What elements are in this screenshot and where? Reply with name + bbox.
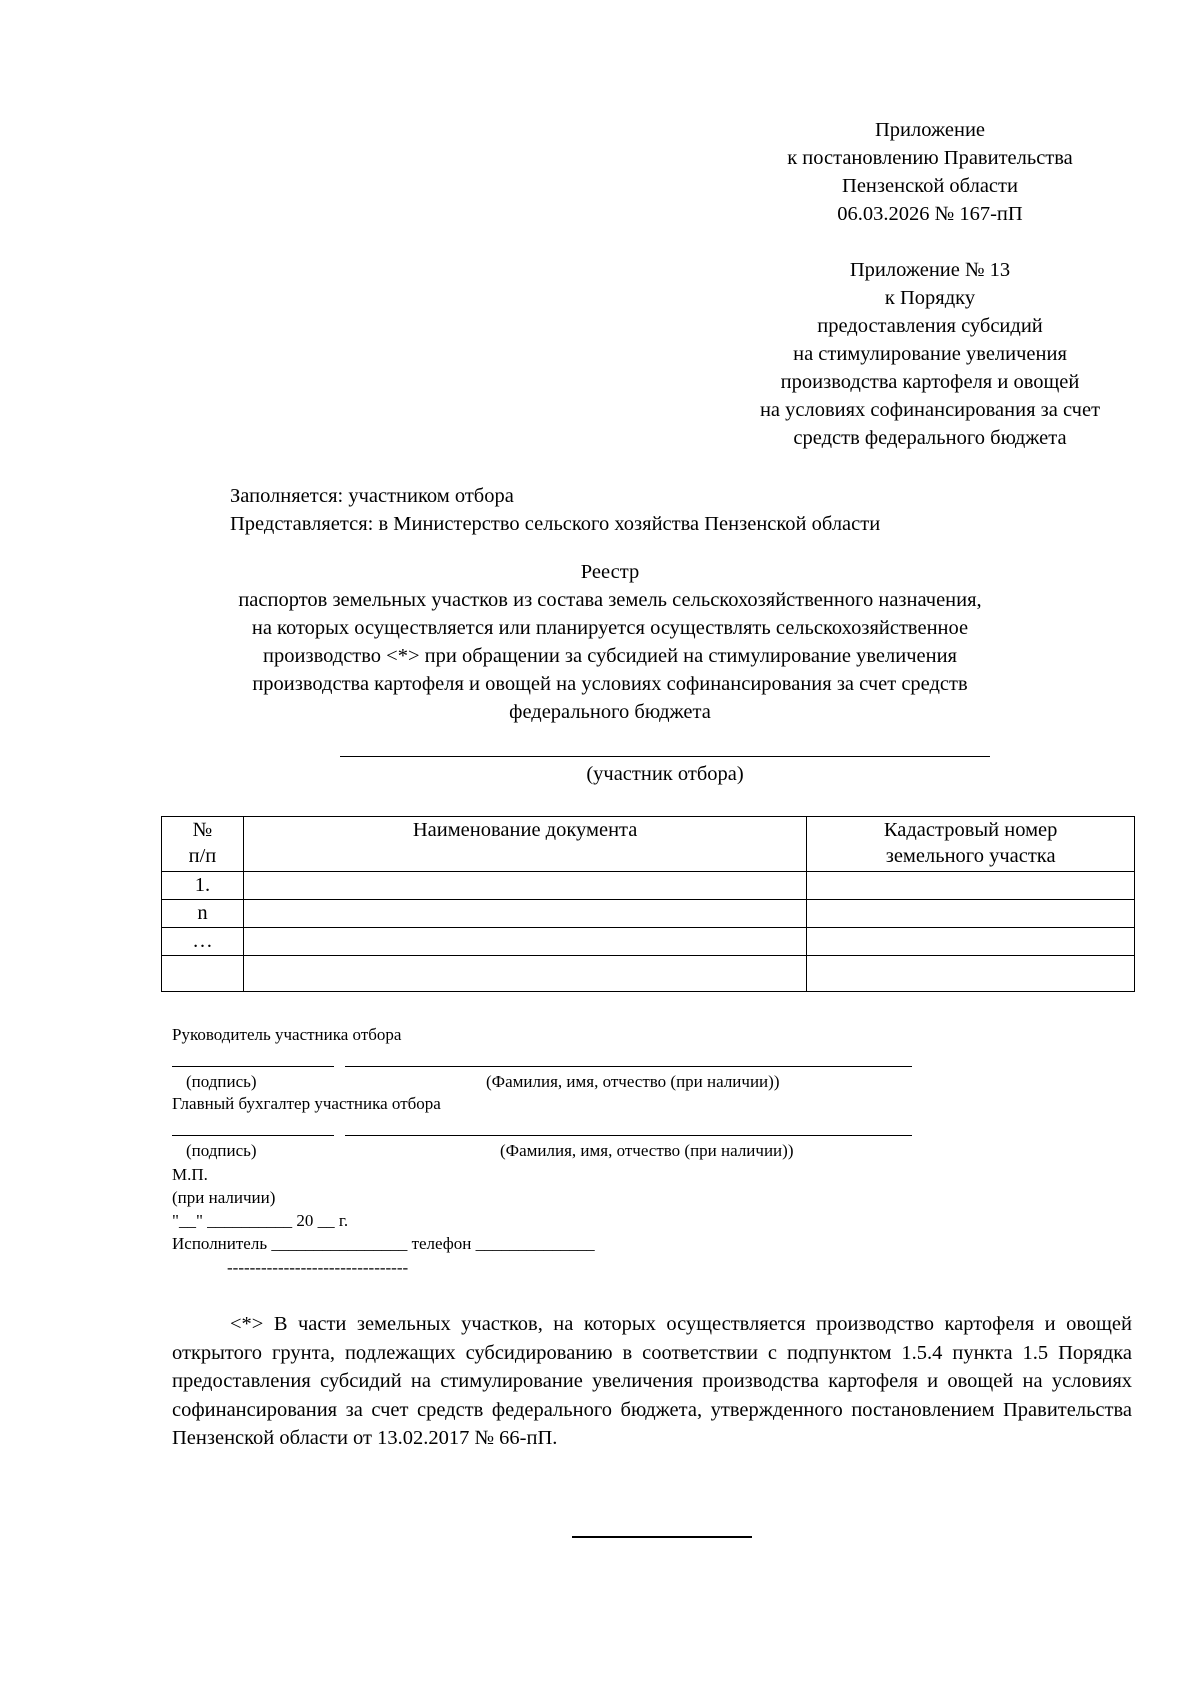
participant-caption: (участник отбора) — [586, 763, 744, 785]
header-document: Наименование документа — [243, 817, 806, 872]
row-number: 1. — [162, 872, 244, 900]
end-rule — [572, 1536, 752, 1538]
footnote-text: <*> В части земельных участков, на которых осуществляется производство картофеля и овощей открытого грунта, подлежащих субсидированию в соответствии с подпунктом 1.5.4 пункта 1.5 Порядка предоставления субсидий на стимулирование увеличения производства картофеля и овощей на условиях софинансирования за счет средств федерального бюджета, утвержденного постановлением Правительства Пензенской области от 13.02.2017 № 66-пП. — [172, 1313, 1132, 1449]
date-line: "__" __________ 20 __ г. — [172, 1211, 349, 1230]
row-cadastral — [807, 928, 1135, 956]
title-line: федерального бюджета — [509, 701, 711, 723]
accountant-signature-line — [172, 1135, 334, 1136]
header-line: предоставления субсидий — [817, 315, 1043, 337]
row-number — [162, 956, 244, 992]
register-table — [161, 816, 1135, 992]
header-line: Приложение № 13 — [849, 259, 1011, 281]
table-row — [162, 872, 1135, 900]
header-line: на стимулирование увеличения — [793, 343, 1067, 365]
row-cadastral — [807, 900, 1135, 928]
participant-underline — [340, 756, 990, 757]
row-number: n — [162, 900, 244, 928]
filled-by-text: Заполняется: участником отбора — [230, 485, 514, 507]
signature-caption: (подпись) — [186, 1141, 257, 1160]
row-number: … — [162, 928, 244, 956]
name-caption: (Фамилия, имя, отчество (при наличии)) — [500, 1141, 794, 1160]
header-cadastral: Кадастровый номер земельного участка — [807, 817, 1135, 872]
header-line: к постановлению Правительства — [787, 147, 1073, 169]
seal-note: (при наличии) — [172, 1188, 276, 1207]
head-signature-line — [172, 1066, 334, 1067]
head-label: Руководитель участника отбора — [172, 1025, 402, 1044]
header-line: Приложение — [874, 119, 986, 141]
title-line: производства картофеля и овощей на условиях софинансирования за счет средств — [252, 673, 968, 695]
title-line: паспортов земельных участков из состава земель сельскохозяйственного назначения, — [238, 589, 982, 611]
row-cadastral — [807, 872, 1135, 900]
submitted-to-text: Представляется: в Министерство сельского хозяйства Пензенской области — [230, 513, 881, 535]
row-cadastral — [807, 956, 1135, 992]
header-line: средств федерального бюджета — [793, 427, 1067, 449]
seal-label: М.П. — [172, 1165, 208, 1184]
accountant-name-line — [345, 1135, 912, 1136]
header-line: на условиях софинансирования за счет — [759, 399, 1101, 421]
header-line: Пензенской области — [842, 175, 1018, 197]
header-line: производства картофеля и овощей — [780, 371, 1080, 393]
executor-line: Исполнитель ________________ телефон ______________ — [172, 1234, 595, 1253]
appendix-header — [720, 116, 1140, 452]
register-title — [180, 558, 1040, 726]
signature-caption: (подпись) — [186, 1072, 257, 1091]
table-row — [162, 928, 1135, 956]
form-routing — [230, 482, 880, 538]
table-header-row — [162, 817, 1135, 872]
table-row — [162, 956, 1135, 992]
header-number: № п/п — [162, 817, 244, 872]
row-document — [243, 956, 806, 992]
head-name-line — [345, 1066, 912, 1067]
accountant-label: Главный бухгалтер участника отбора — [172, 1094, 441, 1113]
title-line: на которых осуществляется или планируется осуществлять сельскохозяйственное — [251, 617, 969, 639]
name-caption: (Фамилия, имя, отчество (при наличии)) — [486, 1072, 780, 1091]
title-line: производство <*> при обращении за субсидией на стимулирование увеличения — [263, 645, 957, 667]
row-document — [243, 872, 806, 900]
header-line: 06.03.2026 № 167-пП — [837, 203, 1023, 225]
header-line: к Порядку — [884, 287, 976, 309]
header-gap — [720, 228, 1140, 256]
title-word: Реестр — [580, 561, 640, 583]
footnote-separator: -------------------------------- — [227, 1258, 409, 1277]
row-document — [243, 900, 806, 928]
table-row — [162, 900, 1135, 928]
row-document — [243, 928, 806, 956]
